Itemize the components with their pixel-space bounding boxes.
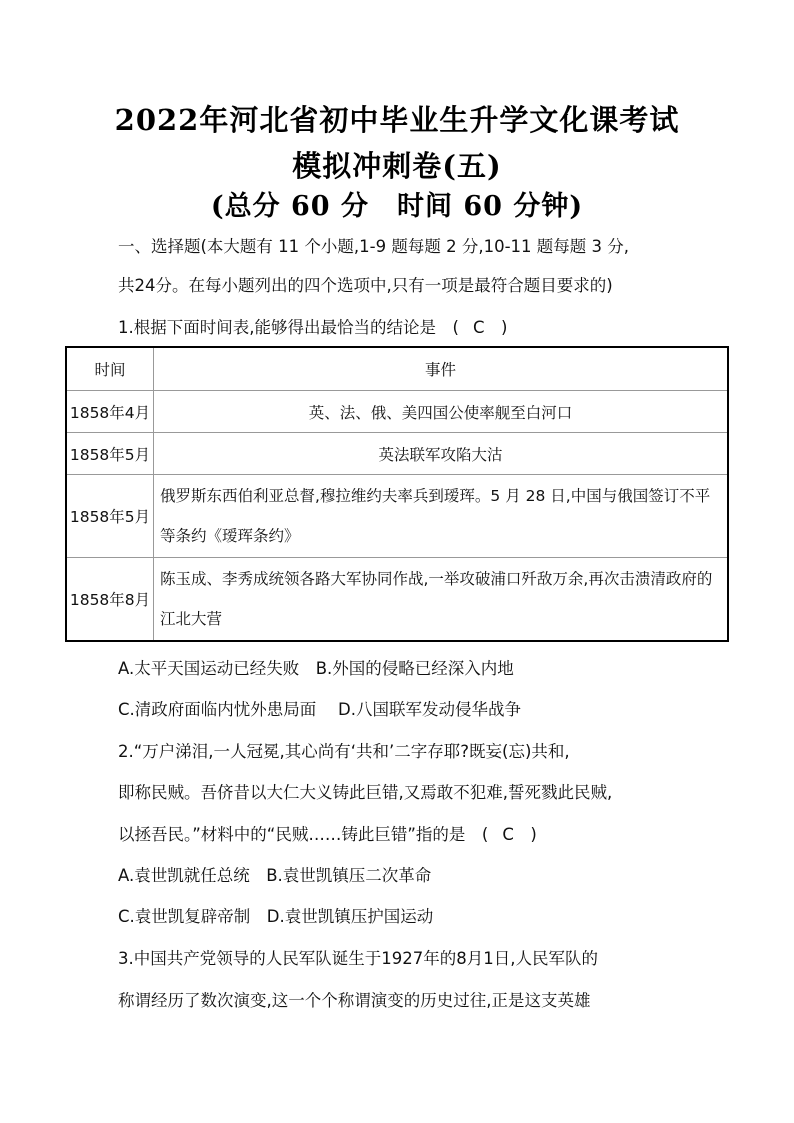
table-cell-event: 英、法、俄、美四国公使率舰至白河口 xyxy=(154,391,729,433)
question-3-line-2: 称谓经历了数次演变,这一个个称谓演变的历史过往,正是这支英雄 xyxy=(118,991,591,1010)
exam-score-time: (总分 60 分 时间 60 分钟) xyxy=(210,191,584,222)
question-2-line-2: 即称民贼。吾侪昔以大仁大义铸此巨错,又焉敢不犯难,誓死戮此民贼, xyxy=(118,783,613,802)
question-1-stem xyxy=(118,314,507,338)
exam-subtitle: 模拟冲刺卷(五) xyxy=(292,149,502,183)
table-cell-time: 1858年8月 xyxy=(66,558,154,642)
table-row xyxy=(66,558,728,642)
table-row xyxy=(66,433,728,475)
question-3-line-1: 3.中国共产党领导的人民军队诞生于1927年的8月1日,人民军队的 xyxy=(118,949,598,968)
table-cell-event: 俄罗斯东西伯利亚总督,穆拉维约夫率兵到瑷珲。5 月 28 日,中国与俄国签订不平等条约《瑷珲条约》 xyxy=(154,475,729,558)
section-intro-line-2: 共24分。在每小题列出的四个选项中,只有一项是最符合题目要求的) xyxy=(118,276,613,295)
question-1-options-line-2: C.清政府面临内忧外患局面 D.八国联军发动侵华战争 xyxy=(118,700,521,719)
table-header-event: 事件 xyxy=(154,347,729,391)
exam-title: 2022年河北省初中毕业生升学文化课考试 xyxy=(114,103,680,137)
question-2-text: 以拯吾民。”材料中的“民贼……铸此巨错”指的是 ( xyxy=(118,825,489,844)
table-cell-event: 陈玉成、李秀成统领各路大军协同作战,一举攻破浦口歼敌万余,再次击溃清政府的江北大营 xyxy=(154,558,729,642)
question-2-line-3 xyxy=(118,821,537,845)
question-1-answer: C ) xyxy=(472,318,508,337)
question-1-options-line-1: A.太平天国运动已经失败 B.外国的侵略已经深入内地 xyxy=(118,659,514,678)
question-2-options-line-1: A.袁世凯就任总统 B.袁世凯镇压二次革命 xyxy=(118,866,432,885)
table-row xyxy=(66,391,728,433)
table-row xyxy=(66,475,728,558)
table-cell-time: 1858年5月 xyxy=(66,433,154,475)
table-header-time: 时间 xyxy=(66,347,154,391)
question-2-line-1: 2.“万户涕泪,一人冠冕,其心尚有‘共和’二字存耶?既妄(忘)共和, xyxy=(118,742,570,761)
timeline-table xyxy=(65,346,729,642)
table-header-row xyxy=(66,347,728,391)
table-cell-event: 英法联军攻陷大沽 xyxy=(154,433,729,475)
question-1-text: 1.根据下面时间表,能够得出最恰当的结论是 ( xyxy=(118,318,459,337)
table-cell-time: 1858年5月 xyxy=(66,475,154,558)
question-2-answer: C ) xyxy=(502,825,537,844)
table-cell-time: 1858年4月 xyxy=(66,391,154,433)
question-2-options-line-2: C.袁世凯复辟帝制 D.袁世凯镇压护国运动 xyxy=(118,907,434,926)
section-intro-line-1: 一、选择题(本大题有 11 个小题,1-9 题每题 2 分,10-11 题每题 3 分, xyxy=(118,237,630,256)
